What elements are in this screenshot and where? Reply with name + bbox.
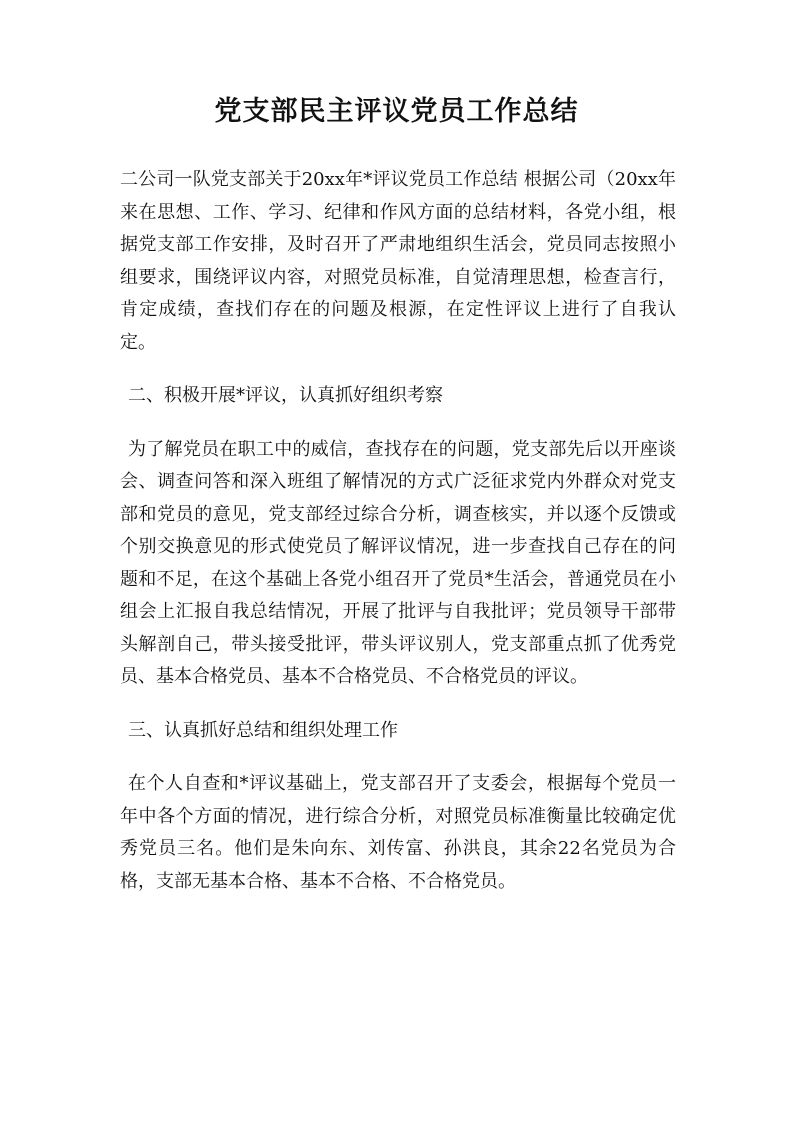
paragraph-intro: 二公司一队党支部关于20xx年*评议党员工作总结 根据公司（20xx年来在思想、工作、学习、纪律和作风方面的总结材料，各党小组，根据党支部工作安排，及时召开了严肃地组织生活会，党员同志按照小组要求，围绕评议内容，对照党员标准，自觉清理思想，检查言行，肯定成绩，查找们存在的问题及根源，在定性评议上进行了自我认定。 — [120, 169, 676, 353]
document-title: 党支部民主评议党员工作总结 — [214, 96, 579, 127]
paragraph-section-3: 在个人自查和*评议基础上，党支部召开了支委会，根据每个党员一年中各个方面的情况，进行综合分析，对照党员标准衡量比较确定优秀党员三名。他们是朱向东、刘传富、孙洪良，其余22名党员为合格，支部无基本合格、基本不合格、不合格党员。 — [120, 773, 676, 892]
section-heading-3: 三、认真抓好总结和组织处理工作 — [128, 719, 398, 741]
paragraph-section-2: 为了解党员在职工中的威信，查找存在的问题，党支部先后以开座谈会、调查问答和深入班组了解情况的方式广泛征求党内外群众对党支部和党员的意见，党支部经过综合分析，调查核实，并以逐个反馈或个别交换意见的形式使党员了解评议情况，进一步查找自己存在的问题和不足，在这个基础上各党小组召开了党员*生活会，普通党员在小组会上汇报自我总结情况，开展了批评与自我批评；党员领导干部带头解剖自己，带头接受批评，带头评议别人，党支部重点抓了优秀党员、基本合格党员、基本不合格党员、不合格党员的评议。 — [120, 438, 676, 687]
section-heading-2: 二、积极开展*评议，认真抓好组织考察 — [128, 385, 443, 406]
document-body — [120, 164, 676, 898]
